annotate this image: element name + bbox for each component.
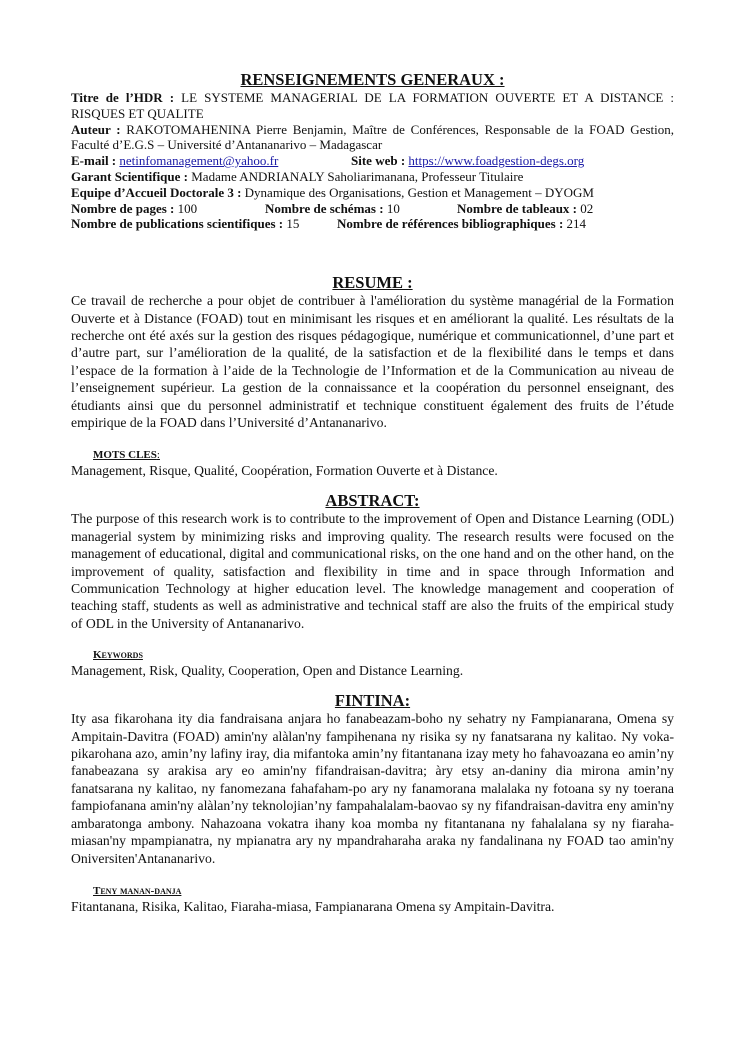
hdr-title-label: Titre de l’HDR :	[71, 90, 175, 105]
general-info-heading: RENSEIGNEMENTS GENERAUX :	[240, 70, 505, 89]
pages-value: 100	[177, 200, 198, 216]
publications-value: 15	[286, 216, 300, 232]
resume-text: Ce travail de recherche a pour objet de contribuer à l'amélioration du système managérial de la Formation Ouverte et à Distance (FOAD) tout en minimisant les risques et en améliorant la qualité. Les résultats de la recherche ont été axés sur la gestion des risques pédagogique, numérique et communicationnel, d’une part et d’autre part, sur l’amélioration de la qualité, de la satisfaction et de la flexibilité dans le temps et dans l’espace de la formation à l’aide de la Technologie de l’Information et de la Communication au niveau de l’enseignement supérieur. La gestion de la connaissance et la coopération du personnel enseignant, des étudiants ainsi que du personnel administratif et technique constituent également des fruits de l’étude empirique de la FOAD dans l’Université d’Antananarivo.	[71, 293, 674, 431]
fintina-text: Ity asa fikarohana ity dia fandraisana anjara ho fanabeazam-boho ny sehatry ny Fampianarana, Omena sy Ampitain-Davitra (FOAD) amin'ny alàlan'ny fampihenana ny risika sy ny fanatsarana ny kalitao. Ny voka-pikarohana azo, amin’ny lafiny iray, dia mifantoka amin’ny fitantanana izay mety ho fahavoazana eo amin’ny fanabeazana sy arakisa ary eo amin'ny fifandraisan-davitra; àry etsy an-daniny dia mirona amin’ny fanatsarana ny kalitao, ny fanomezana fahafaham-po ary ny fanamorana malalaka ny fotoana sy ny toerana fampiofanana amin'ny alàlan’ny teknolojian’ny fampahalalam-baovao sy ny fifandraisan-davitra eny amin'ny ambaratonga ambony. Nahazoana vokatra ihany koa momba ny fitantanana ny fahalalana sy ny fiaraha-miasan'ny mpampianatra, ny mpianatra ary ny mpandraharaha araka ny fandalinana ny FOAD tao amin'ny Oniversiten'Antananarivo.	[71, 711, 674, 866]
fintina-keywords: Fitantanana, Risika, Kalitao, Fiaraha-miasa, Fampianarana Omena sy Ampitain-Davitra.	[71, 898, 555, 914]
document-page	[71, 70, 674, 915]
schemas-value: 10	[386, 200, 400, 216]
abstract-text: The purpose of this research work is to contribute to the improvement of Open and Distance Learning (ODL) managerial system by minimizing risks and improving quality. The research results were focused on the management of educational, digital and communicational risks, on the one hand and on the other hand, on the improvement of quality, satisfaction and flexibility in time and in space through Information and Communication Technology at higher education level. The knowledge management and cooperation of teaching staff, students as well as administrative and technical staff are also the fruits of the empirical study of ODL in the University of Antananarivo.	[71, 511, 674, 631]
author-value: RAKOTOMAHENINA Pierre Benjamin, Maître de Conférences, Responsable de la FOAD Gestion, Faculté d’E.G.S – Université d’Antananarivo – Madagascar	[71, 121, 674, 153]
counts-line	[71, 201, 674, 217]
tables-label: Nombre de tableaux :	[457, 200, 578, 216]
abstract-keywords: Management, Risk, Quality, Cooperation, Open and Distance Learning.	[71, 663, 464, 679]
abstract-keywords-label: Keywords	[93, 649, 143, 662]
hdr-title-value: LE SYSTEME MANAGERIAL DE LA FORMATION OUVERTE ET A DISTANCE : RISQUES ET QUALITE	[71, 90, 674, 121]
schemas-label: Nombre de schémas :	[265, 200, 384, 216]
abstract-heading: ABSTRACT:	[325, 491, 420, 511]
pages-label: Nombre de pages :	[71, 200, 175, 216]
email-label: E-mail :	[71, 153, 117, 169]
doctoral-team-line	[71, 185, 674, 201]
doctoral-team-label: Equipe d’Accueil Doctorale 3 :	[71, 184, 242, 200]
general-info-block	[71, 90, 674, 232]
resume-keywords-label: MOTS CLES:	[93, 449, 160, 462]
guarantor-line	[71, 169, 674, 185]
contact-line	[71, 153, 674, 169]
publications-line	[71, 216, 674, 232]
references-value: 214	[566, 216, 587, 232]
author-label: Auteur :	[71, 121, 121, 137]
tables-value: 02	[580, 200, 594, 216]
guarantor-label: Garant Scientifique :	[71, 168, 188, 184]
resume-heading: RESUME :	[332, 273, 413, 293]
fintina-keywords-label: Teny manan-danja	[93, 884, 182, 897]
email-link[interactable]: netinfomanagement@yahoo.fr	[119, 153, 279, 169]
hdr-title-line	[71, 90, 674, 122]
guarantor-value: Madame ANDRIANALY Saholiarimanana, Professeur Titulaire	[191, 168, 524, 184]
website-link[interactable]: https://www.foadgestion-degs.org	[408, 153, 585, 169]
doctoral-team-value: Dynamique des Organisations, Gestion et Management – DYOGM	[244, 184, 594, 200]
website-label: Site web :	[351, 153, 406, 169]
resume-keywords: Management, Risque, Qualité, Coopération, Formation Ouverte et à Distance.	[71, 463, 498, 479]
references-label: Nombre de références bibliographiques :	[337, 216, 564, 232]
fintina-heading: FINTINA:	[334, 691, 411, 711]
publications-label: Nombre de publications scientifiques :	[71, 216, 284, 232]
author-line	[71, 122, 674, 154]
